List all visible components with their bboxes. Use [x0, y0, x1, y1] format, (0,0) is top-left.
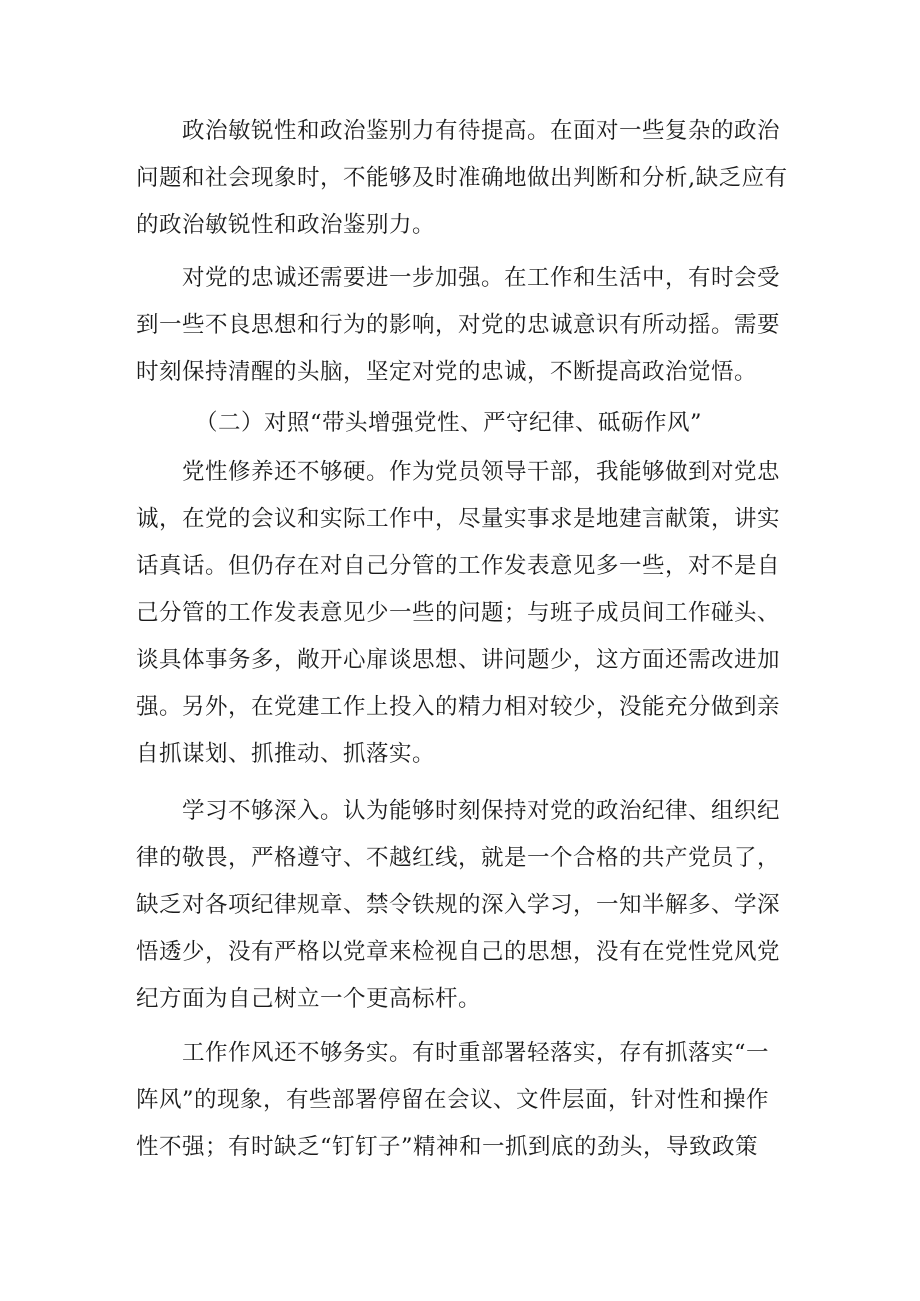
- heading-text: （二）对照“带头增强党性、严守纪律、砥砺作风”: [195, 410, 703, 436]
- text-line: 强。另外，在党建工作上投入的精力相对较少，没能充分做到亲: [136, 694, 781, 720]
- text-line: 的政治敏锐性和政治鉴别力。: [136, 212, 436, 238]
- paragraph-party-spirit: [136, 449, 801, 778]
- paragraph-party-loyalty: [136, 255, 801, 396]
- section-heading: [195, 400, 815, 447]
- text-line: 悟透少，没有严格以党章来检视自己的思想，没有在党性党风党: [136, 939, 781, 965]
- text-line: 律的敬畏，严格遵守、不越红线，就是一个合格的共产党员了，: [136, 845, 781, 871]
- text-line: 政治敏锐性和政治鉴别力有待提高。在面对一些复杂的政治: [136, 118, 781, 144]
- text-line: 工作作风还不够务实。有时重部署轻落实，存有抓落实“一: [136, 1040, 770, 1066]
- text-line: 性不强；有时缺乏“钉钉子”精神和一抓到底的劲头，导致政策: [136, 1134, 759, 1160]
- text-line: 时刻保持清醒的头脑，坚定对党的忠诚，不断提高政治觉悟。: [136, 359, 758, 385]
- text-line: 阵风”的现象，有些部署停留在会议、文件层面，针对性和操作: [136, 1087, 770, 1113]
- text-line: 缺乏对各项纪律规章、禁令铁规的深入学习，一知半解多、学深: [136, 892, 781, 918]
- text-line: 对党的忠诚还需要进一步加强。在工作和生活中，有时会受: [136, 265, 781, 291]
- text-line: 党性修养还不够硬。作为党员领导干部，我能够做到对党忠: [136, 459, 781, 485]
- text-line: 诚，在党的会议和实际工作中，尽量实事求是地建言献策，讲实: [136, 506, 781, 532]
- text-line: 问题和社会现象时，不能够及时准确地做出判断和分析,缺乏应有: [136, 165, 788, 191]
- paragraph-work-style: [136, 1030, 801, 1171]
- text-line: 到一些不良思想和行为的影响，对党的忠诚意识有所动摇。需要: [136, 312, 781, 338]
- text-line: 自抓谋划、抓推动、抓落实。: [136, 741, 436, 767]
- text-line: 学习不够深入。认为能够时刻保持对党的政治纪律、组织纪: [136, 798, 781, 824]
- text-line: 己分管的工作发表意见少一些的问题；与班子成员间工作碰头、: [136, 600, 781, 626]
- text-line: 纪方面为自己树立一个更高标杆。: [136, 986, 482, 1012]
- paragraph-political-sensitivity: [136, 108, 801, 249]
- text-line: 话真话。但仍存在对自己分管的工作发表意见多一些，对不是自: [136, 553, 781, 579]
- paragraph-study: [136, 788, 801, 1023]
- text-line: 谈具体事务多，敞开心扉谈思想、讲问题少，这方面还需改进加: [136, 647, 781, 673]
